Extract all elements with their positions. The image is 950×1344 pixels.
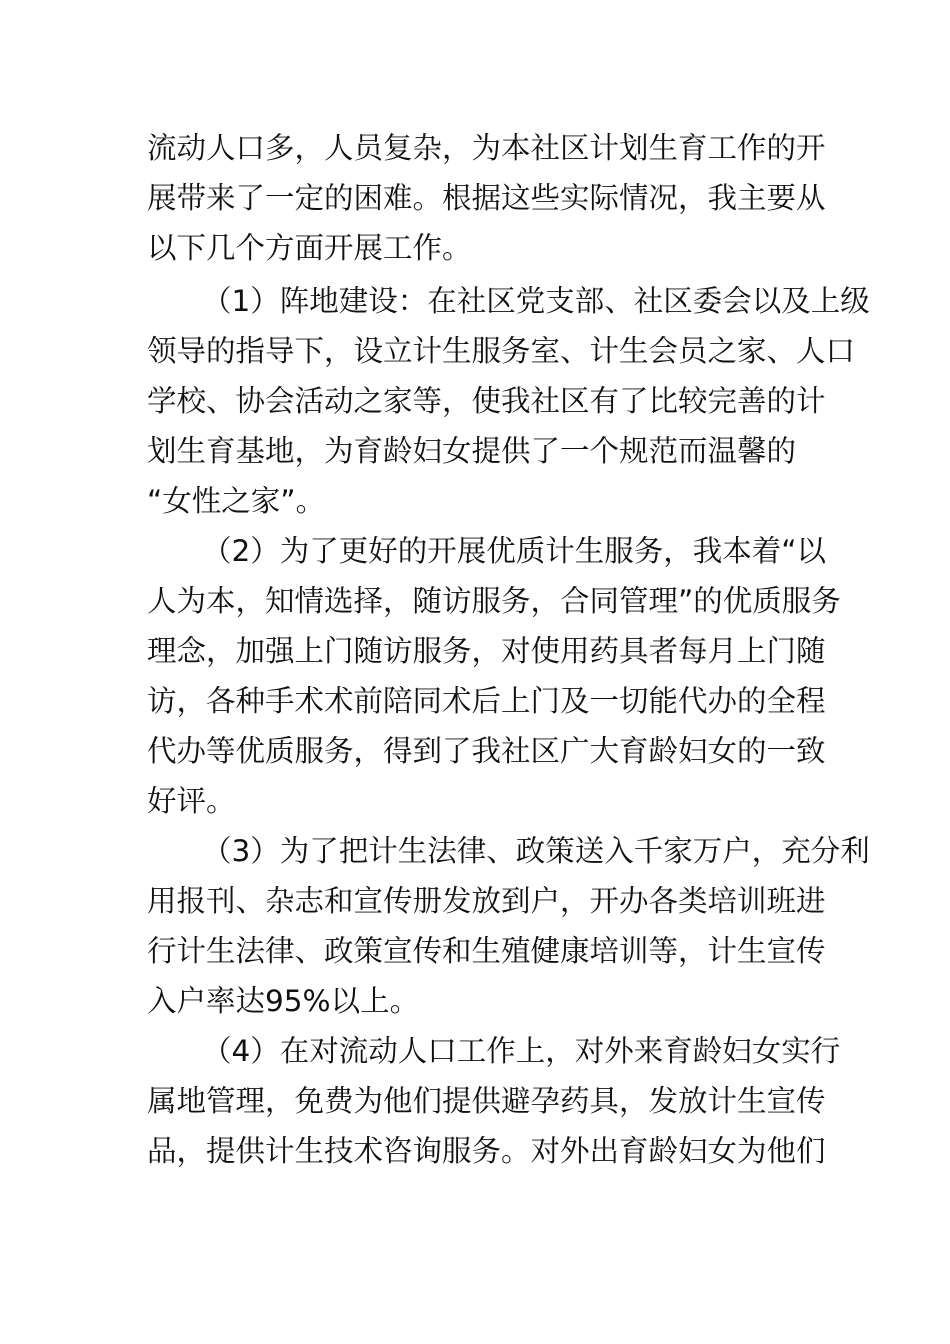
- text-line: 代办等优质服务，得到了我社区广大育龄妇女的一致: [147, 734, 826, 768]
- text-line: 理念，加强上门随访服务，对使用药具者每月上门随: [147, 634, 826, 668]
- text-line: 访，各种手术术前陪同术后上门及一切能代办的全程: [147, 684, 826, 718]
- text-line: 以下几个方面开展工作。: [147, 231, 472, 265]
- text-line: 用报刊、杂志和宣传册发放到户，开办各类培训班进: [147, 884, 826, 918]
- text-line: （4）在对流动人口工作上，对外来育龄妇女实行: [202, 1034, 841, 1068]
- text-line: 学校、协会活动之家等，使我社区有了比较完善的计: [147, 384, 826, 418]
- text-line: 划生育基地，为育龄妇女提供了一个规范而温馨的: [147, 434, 797, 468]
- text-line: 入户率达95%以上。: [147, 984, 420, 1018]
- text-line: 领导的指导下，设立计生服务室、计生会员之家、人口: [147, 334, 856, 368]
- text-line: 品，提供计生技术咨询服务。对外出育龄妇女为他们: [147, 1134, 826, 1168]
- text-line: 展带来了一定的困难。根据这些实际情况，我主要从: [147, 181, 826, 215]
- text-line: 人为本，知情选择，随访服务，合同管理”的优质服务: [147, 584, 841, 618]
- text-line: （1）阵地建设：在社区党支部、社区委会以及上级: [202, 284, 870, 318]
- text-line: （2）为了更好的开展优质计生服务，我本着“以: [202, 534, 827, 568]
- text-line: 行计生法律、政策宣传和生殖健康培训等，计生宣传: [147, 934, 826, 968]
- text-line: 好评。: [147, 784, 236, 818]
- text-line: “女性之家”。: [147, 484, 326, 518]
- text-line: 属地管理，免费为他们提供避孕药具，发放计生宣传: [147, 1084, 826, 1118]
- text-line: （3）为了把计生法律、政策送入千家万户，充分利: [202, 834, 870, 868]
- text-line: 流动人口多，人员复杂，为本社区计划生育工作的开: [147, 131, 826, 165]
